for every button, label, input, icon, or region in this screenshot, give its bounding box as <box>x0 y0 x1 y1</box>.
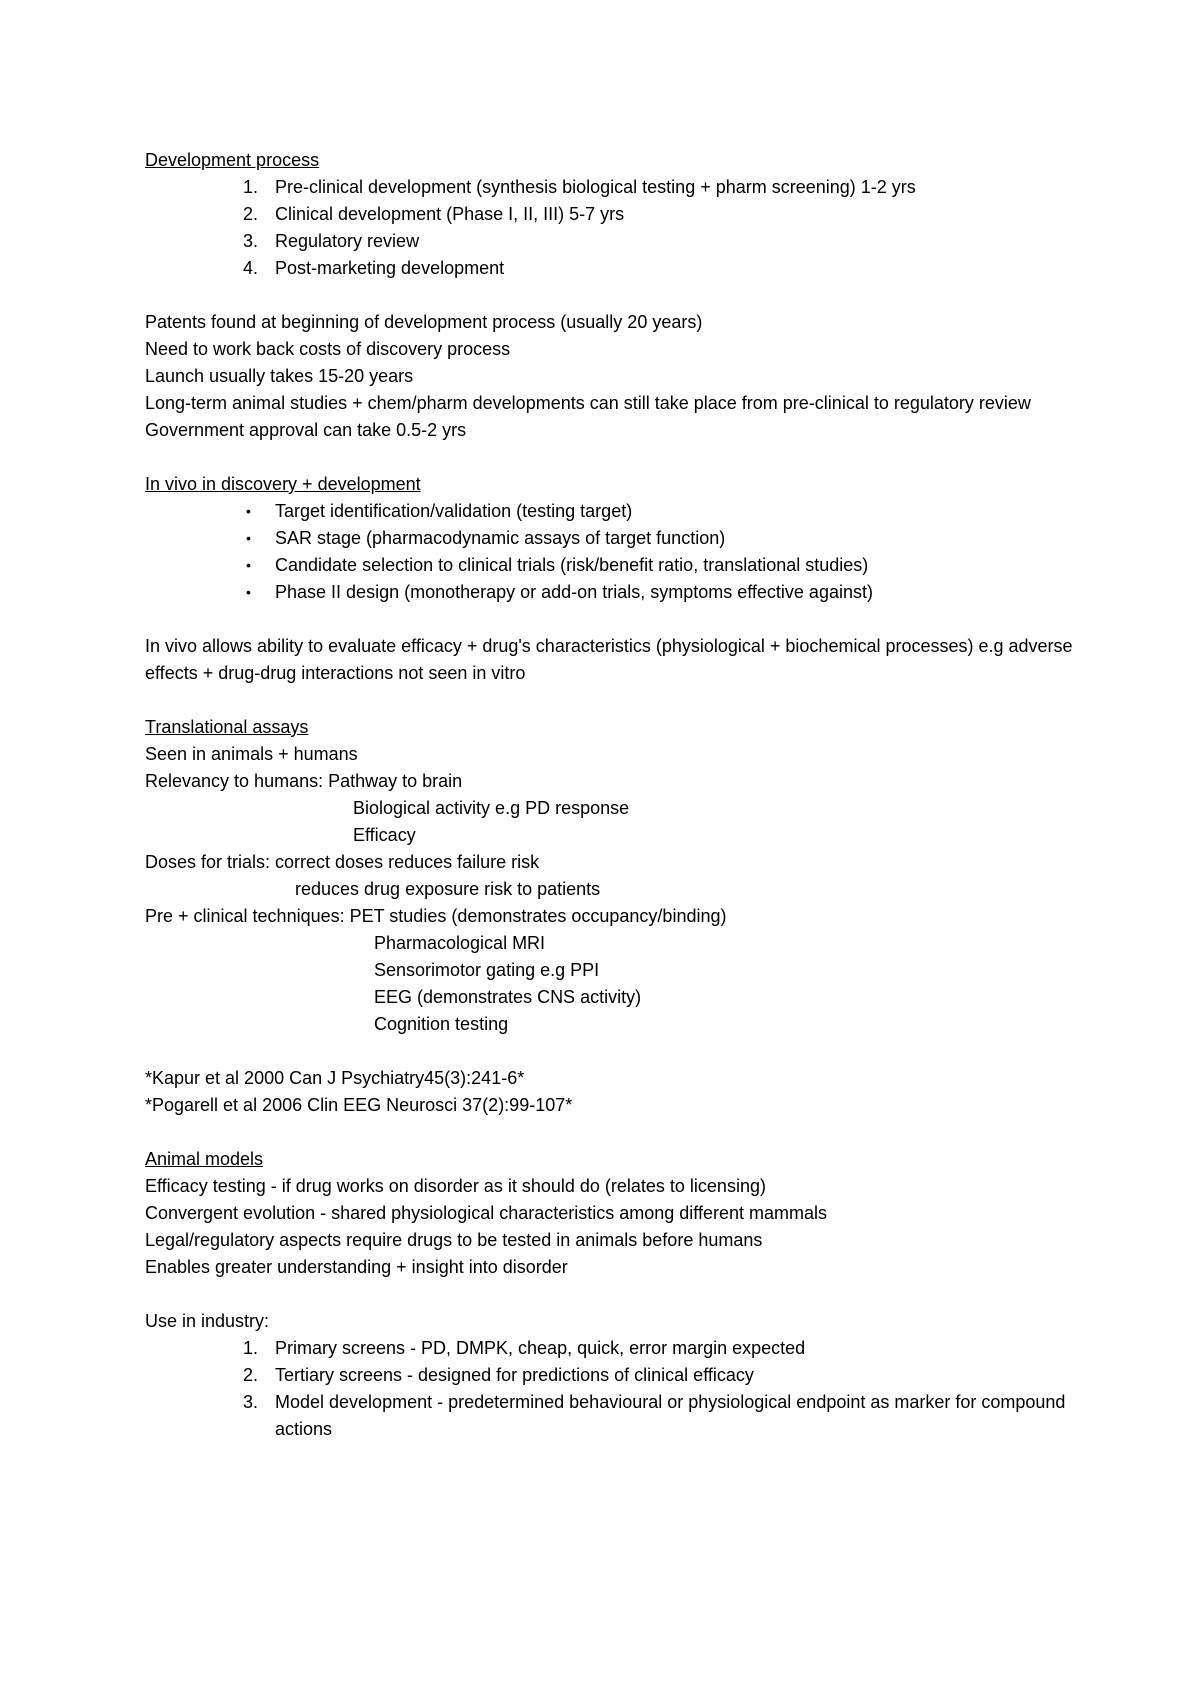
list-item: 4. Post-marketing development <box>243 258 505 278</box>
list-item: • Phase II design (monotherapy or add-on trials, symptoms effective against) <box>145 579 1075 606</box>
text-line: Government approval can take 0.5-2 yrs <box>145 420 467 440</box>
bullet-icon: • <box>246 530 251 546</box>
text-line: Patents found at beginning of development process (usually 20 years) <box>145 312 703 332</box>
list-item: 1. Pre-clinical development (synthesis biological testing + pharm screening) 1-2 yrs <box>243 177 916 197</box>
text-line: Seen in animals + humans <box>145 744 358 764</box>
list-item: • SAR stage (pharmacodynamic assays of target function) <box>145 525 1075 552</box>
section-heading-invivo: In vivo in discovery + development <box>145 474 421 494</box>
text-line: Convergent evolution - shared physiological characteristics among different mammals <box>145 1203 827 1223</box>
list-item: • Candidate selection to clinical trials (risk/benefit ratio, translational studies) <box>145 552 1075 579</box>
techniques-line: EEG (demonstrates CNS activity) <box>374 987 642 1007</box>
list-item: 3. Model development - predetermined behavioural or physiological endpoint as marker for compound actions <box>243 1392 1066 1439</box>
bullet-icon: • <box>246 557 251 573</box>
bullet-icon: • <box>246 584 251 600</box>
invivo-paragraph: In vivo allows ability to evaluate efficacy + drug's characteristics (physiological + biochemical processes) e.g adverse effects + drug-drug interactions not seen in vitro <box>145 636 1078 683</box>
list-item: 2. Clinical development (Phase I, II, III) 5-7 yrs <box>243 204 625 224</box>
techniques-line: Pharmacological MRI <box>374 933 546 953</box>
techniques-line: Sensorimotor gating e.g PPI <box>374 960 600 980</box>
text-line: Efficacy testing - if drug works on disorder as it should do (relates to licensing) <box>145 1176 766 1196</box>
text-line: Launch usually takes 15-20 years <box>145 366 414 386</box>
list-item: • Target identification/validation (testing target) <box>145 498 1075 525</box>
text-line: Legal/regulatory aspects require drugs to be tested in animals before humans <box>145 1230 763 1250</box>
list-item: 3. Regulatory review <box>243 231 420 251</box>
industry-list <box>145 1335 1075 1443</box>
text-line: Need to work back costs of discovery process <box>145 339 511 359</box>
section-heading-translational: Translational assays <box>145 717 309 737</box>
list-item: 2. Tertiary screens - designed for predictions of clinical efficacy <box>243 1365 754 1385</box>
document-body <box>145 147 1078 1443</box>
text-line: Enables greater understanding + insight into disorder <box>145 1257 568 1277</box>
relevancy-line: Relevancy to humans: Pathway to brain <box>145 771 463 791</box>
relevancy-line: Efficacy <box>353 825 416 845</box>
section-heading-development: Development process <box>145 150 320 170</box>
reference-line: *Pogarell et al 2006 Clin EEG Neurosci 37(2):99-107* <box>145 1095 573 1115</box>
bullet-icon: • <box>246 503 251 519</box>
industry-label: Use in industry: <box>145 1311 270 1331</box>
section-heading-animal-models: Animal models <box>145 1149 264 1169</box>
invivo-bullet-list <box>145 498 1075 606</box>
doses-line: reduces drug exposure risk to patients <box>295 879 601 899</box>
doses-line: Doses for trials: correct doses reduces failure risk <box>145 852 540 872</box>
text-line: Long-term animal studies + chem/pharm developments can still take place from pre-clinical to regulatory review <box>145 393 1031 413</box>
techniques-line: Pre + clinical techniques: PET studies (demonstrates occupancy/binding) <box>145 906 727 926</box>
reference-line: *Kapur et al 2000 Can J Psychiatry45(3):241-6* <box>145 1068 525 1088</box>
techniques-line: Cognition testing <box>374 1014 509 1034</box>
relevancy-line: Biological activity e.g PD response <box>353 798 630 818</box>
development-list <box>145 174 1075 282</box>
list-item: 1. Primary screens - PD, DMPK, cheap, quick, error margin expected <box>243 1338 806 1358</box>
